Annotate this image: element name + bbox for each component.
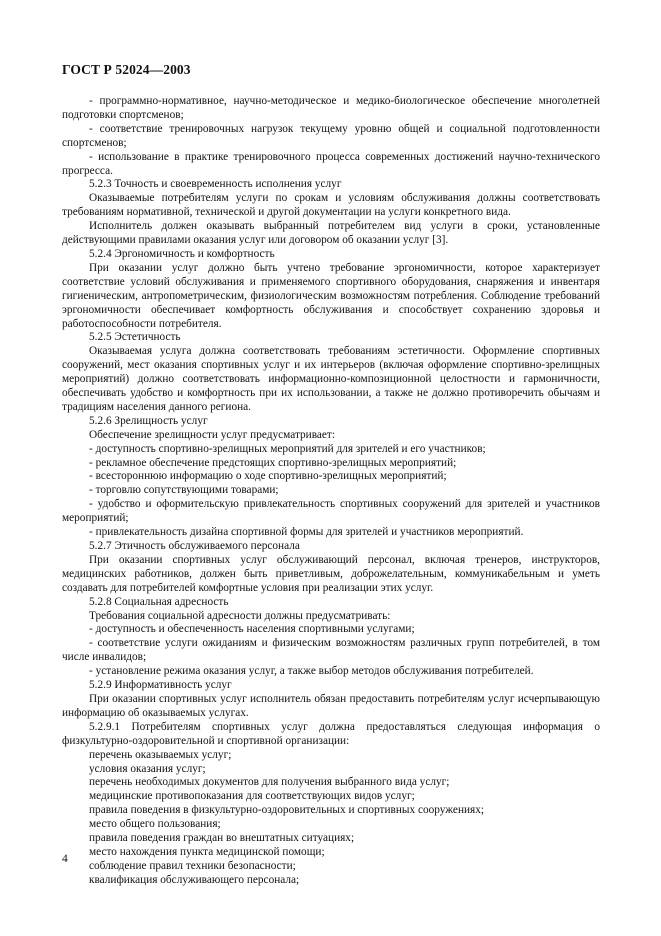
- paragraph: Оказываемые потребителям услуги по срокам и условиям обслуживания должны соответствовать требованиям нормативной, технической и другой документации на услуги конкретного вида.: [62, 192, 600, 219]
- paragraph: Оказываемая услуга должна соответствовать требованиям эстетичности. Оформление спортивных сооружений, мест оказания спортивных услуг и их интерьеров (включая оформление спортивно-зрелищных мероприятий) должно соответствовать информационно-композиционной целостности и гармоничности, обеспечивать удобство и комфортность при их использовании, а также не должно противоречить обычаям и традициям населения данного региона.: [62, 345, 600, 413]
- paragraph: Обеспечение зрелищности услуг предусматривает:: [89, 428, 335, 441]
- list-item: - установление режима оказания услуг, а также выбор методов обслуживания потребителей.: [89, 665, 534, 678]
- list-item: перечень оказываемых услуг;: [89, 748, 232, 761]
- section-heading: 5.2.4 Эргономичность и комфортность: [89, 247, 275, 260]
- page-number: 4: [62, 853, 68, 865]
- section-heading: 5.2.3 Точность и своевременность исполнения услуг: [89, 178, 342, 191]
- paragraph: Исполнитель должен оказывать выбранный потребителем вид услуги в сроки, установленные действующими правилами оказания услуг или договором об оказании услуг [3].: [62, 220, 600, 247]
- list-item: условия оказания услуг;: [89, 762, 206, 775]
- paragraph: При оказании спортивных услуг исполнитель обязан предоставить потребителям услуг исчерпывающую информацию об оказываемых услугах.: [62, 692, 600, 719]
- section-heading: 5.2.6 Зрелищность услуг: [89, 414, 208, 427]
- list-item: перечень необходимых документов для получения выбранного вида услуг;: [89, 776, 450, 789]
- list-item: место нахождения пункта медицинской помощи;: [89, 845, 325, 858]
- list-item: - соответствие тренировочных нагрузок текущему уровню общей и социальной подготовленности спортсменов;: [62, 122, 600, 149]
- list-item: - привлекательность дизайна спортивной формы для зрителей и участников мероприятий.: [89, 526, 524, 539]
- list-item: правила поведения в физкультурно-оздоровительных и спортивных сооружениях;: [89, 804, 485, 817]
- list-item: медицинские противопоказания для соответствующих видов услуг;: [89, 790, 415, 803]
- section-heading: 5.2.9 Информативность услуг: [89, 679, 232, 692]
- section-heading: 5.2.8 Социальная адресность: [89, 595, 229, 608]
- section-heading: 5.2.7 Этичность обслуживаемого персонала: [89, 540, 300, 552]
- list-item: - всестороннюю информацию о ходе спортивно-зрелищных мероприятий;: [89, 470, 447, 483]
- list-item: место общего пользования;: [89, 818, 221, 831]
- paragraph: При оказании услуг должно быть учтено требование эргономичности, которое характеризует соответствие условий обслуживания и применяемого спортивного оборудования, снаряжения и инвентаря гигиеническим, антропометрическим, физиологическим возможностям потребления. Соблюдение требований эргономичности обеспечивает комфортность обслуживания и способствует сохранению здоровья и работоспособности потребителя.: [62, 261, 600, 330]
- paragraph: При оказании спортивных услуг обслуживающий персонал, включая тренеров, инструкторов, медицинских работников, должен быть приветливым, доброжелательным, коммуникабельным и уметь создавать для потребителей комфортные условия при реализации этих услуг.: [62, 553, 600, 594]
- list-item: - торговлю сопутствующими товарами;: [89, 484, 279, 497]
- list-item: - доступность спортивно-зрелищных мероприятий для зрителей и его участников;: [89, 442, 486, 455]
- document-body: [62, 95, 600, 888]
- list-item: - доступность и обеспеченность населения спортивными услугами;: [89, 623, 415, 636]
- list-item: - соответствие услуги ожиданиям и физическим возможностям различных групп потребителей, в том числе инвалидов;: [62, 637, 600, 664]
- paragraph: 5.2.9.1 Потребителям спортивных услуг должна предоставляться следующая информация о физкультурно-оздоровительной и спортивной организации:: [62, 720, 600, 747]
- section-heading: 5.2.5 Эстетичность: [89, 331, 181, 344]
- list-item: правила поведения граждан во внештатных ситуациях;: [89, 832, 355, 845]
- list-item: - использование в практике тренировочного процесса современных достижений научно-технического прогресса.: [62, 150, 600, 177]
- paragraph: Требования социальной адресности должны предусматривать:: [89, 609, 391, 622]
- list-item: - рекламное обеспечение предстоящих спортивно-зрелищных мероприятий;: [89, 456, 457, 469]
- list-item: - программно-нормативное, научно-методическое и медико-биологическое обеспечение многолетней подготовки спортсменов;: [62, 95, 600, 121]
- document-code-header: ГОСТ Р 52024—2003: [62, 62, 191, 77]
- list-item: - удобство и оформительскую привлекательность спортивных сооружений для зрителей и участников мероприятий;: [62, 498, 600, 525]
- list-item: соблюдение правил техники безопасности;: [89, 859, 296, 872]
- list-item: квалификация обслуживающего персонала;: [89, 873, 300, 886]
